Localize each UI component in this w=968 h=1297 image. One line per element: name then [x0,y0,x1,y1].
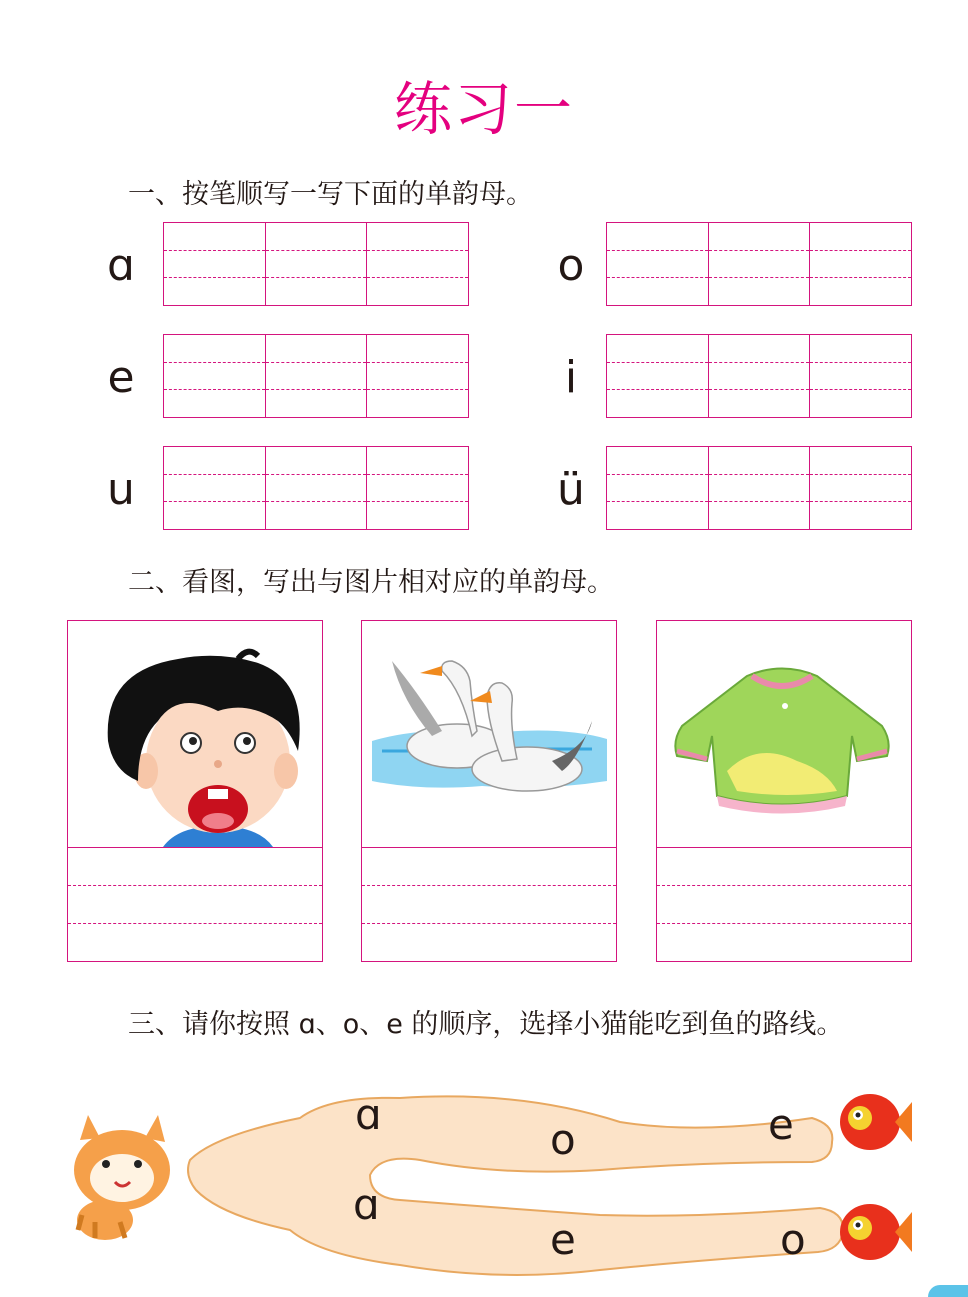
picture-card-shirt [656,620,912,962]
writing-grid-u[interactable] [163,446,469,530]
grid-cell[interactable] [607,335,709,417]
letter-u-umlaut: ü [557,464,585,515]
writing-grid-e[interactable] [163,334,469,418]
letter-a: ɑ [107,240,135,291]
grid-cell[interactable] [367,335,468,417]
grid-cell[interactable] [810,335,911,417]
picture-card-geese [361,620,617,962]
section-1-heading: 一、按笔顺写一写下面的单韵母。 [128,179,533,210]
grid-cell[interactable] [164,335,266,417]
answer-lines[interactable] [657,847,911,961]
page-title: 练习一 [393,75,574,143]
grid-cell[interactable] [164,223,266,305]
cat-icon [74,1115,170,1240]
grid-cell[interactable] [266,335,368,417]
grid-cell[interactable] [709,223,811,305]
answer-lines[interactable] [68,847,322,961]
grid-cell[interactable] [607,447,709,529]
section-3-heading: 三、请你按照 ɑ、o、e 的顺序，选择小猫能吃到鱼的路线。 [128,1009,844,1040]
grid-cell[interactable] [367,223,468,305]
letter-u: u [107,464,135,515]
grid-cell[interactable] [367,447,468,529]
fish-icon-upper [840,1094,912,1150]
grid-cell[interactable] [266,447,368,529]
writing-grid-o[interactable] [606,222,912,306]
upper-path-letter-1: ɑ [355,1090,382,1139]
writing-grid-u-umlaut[interactable] [606,446,912,530]
grid-cell[interactable] [810,447,911,529]
grid-cell[interactable] [709,447,811,529]
lower-path-letter-3: o [780,1215,806,1264]
geese-illustration [362,621,615,847]
upper-path-letter-2: o [550,1115,576,1164]
boy-open-mouth-illustration [68,621,321,847]
letter-i: i [564,352,578,403]
upper-path-letter-3: e [768,1100,794,1149]
grid-cell[interactable] [164,447,266,529]
grid-cell[interactable] [810,223,911,305]
maze-route-diagram [0,1060,968,1297]
writing-grid-i[interactable] [606,334,912,418]
answer-lines[interactable] [362,847,616,961]
section-2-heading: 二、看图，写出与图片相对应的单韵母。 [128,567,614,598]
green-shirt-illustration [657,621,910,847]
letter-o: o [557,240,585,291]
writing-grid-a[interactable] [163,222,469,306]
picture-card-boy [67,620,323,962]
grid-cell[interactable] [709,335,811,417]
grid-cell[interactable] [607,223,709,305]
lower-path-letter-1: ɑ [353,1180,380,1229]
grid-cell[interactable] [266,223,368,305]
fish-icon-lower [840,1204,912,1260]
lower-path-letter-2: e [550,1215,576,1264]
letter-e: e [107,352,135,403]
page-corner-decoration [928,1285,968,1297]
